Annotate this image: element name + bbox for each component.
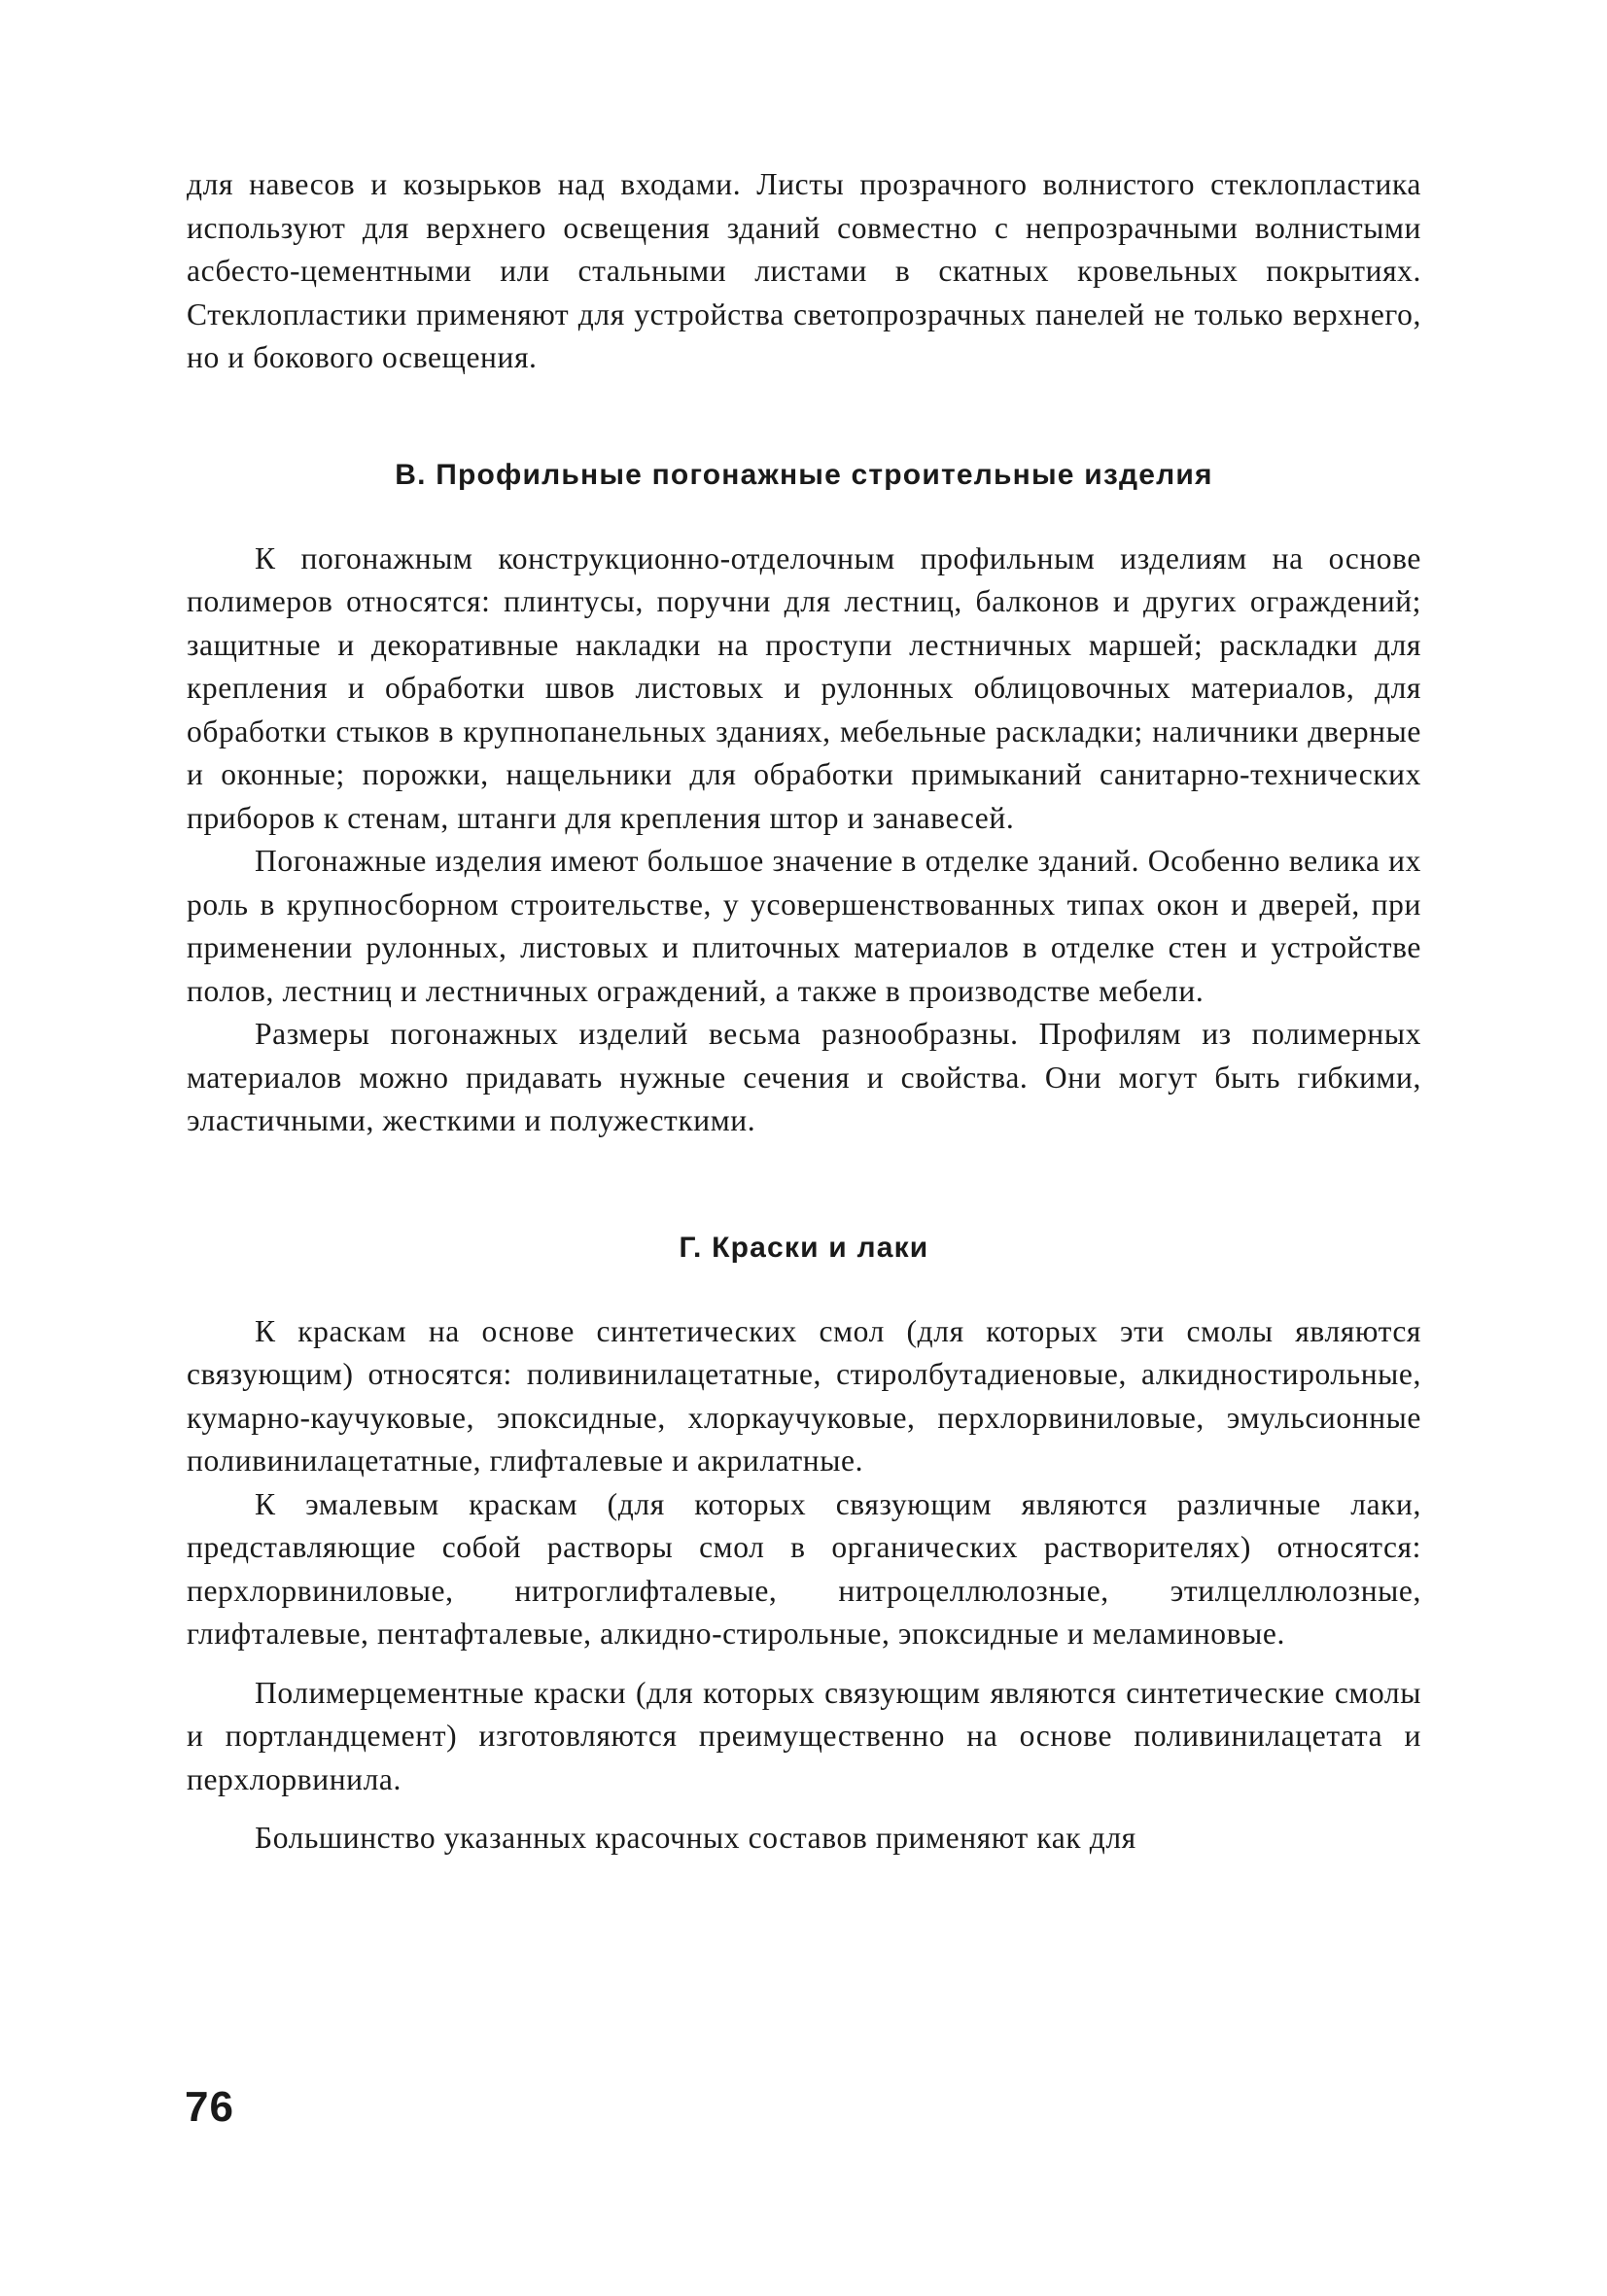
section-g-paragraph-2: К эмалевым краскам (для которых связующим являются различные лаки, представляющие собой растворы смол в органических растворителях) относятся: перхлорвиниловые, нитроглифталевые, нитроцеллюлозные, этилцеллюлозные, глифталевые, пентафталевые, алкидно-стирольные, эпоксидные и меламиновые. (187, 1486, 1421, 1651)
section-b-title: В. Профильные погонажные строительные изделия (395, 458, 1213, 491)
section-b-paragraph-3: Размеры погонажных изделий весьма разнообразны. Профилям из полимерных материалов можно придавать нужные сечения и свойства. Они могут быть гибкими, эластичными, жесткими и полужесткими. (187, 1017, 1421, 1137)
section-g-paragraph-1: К краскам на основе синтетических смол (для которых эти смолы являются связующим) относятся: поливинилацетатные, стиролбутадиеновые, алкидностирольные, кумарно-каучуковые, эпоксидные, хлоркаучуковые, перхлорвиниловые, эмульсионные поливинилацетатные, глифталевые и акрилатные. (187, 1313, 1421, 1478)
section-g-paragraph-4: Большинство указанных красочных составов применяют как для (255, 1821, 1136, 1855)
section-b-paragraph-1: К погонажным конструкционно-отделочным профильным изделиям на основе полимеров относятся: плинтусы, поручни для лестниц, балконов и других ограждений; защитные и декоративные накладки на проступи лестничных маршей; раскладки для крепления и обработки швов листовых и рулонных облицовочных материалов, для обработки стыков в крупнопанельных зданиях, мебельные раскладки; наличники дверные и оконные; порожки, нащельники для обработки примыканий санитарно-технических приборов к стенам, штанги для крепления штор и занавесей. (187, 540, 1421, 835)
page-body (187, 163, 1421, 1861)
section-b-paragraph-2: Погонажные изделия имеют большое значение в отделке зданий. Особенно велика их роль в крупносборном строительстве, у усовершенствованных типах окон и дверей, при применении рулонных, листовых и плиточных материалов в отделке стен и устройстве полов, лестниц и лестничных ограждений, а также в производстве мебели. (187, 844, 1421, 1008)
section-g-title: Г. Краски и лаки (679, 1231, 929, 1264)
page-number: 76 (185, 2083, 234, 2131)
section-g-paragraph-3: Полимерцементные краски (для которых связующим являются синтетические смолы и портландцемент) изготовляются преимущественно на основе поливинилацетата и перхлорвинила. (187, 1675, 1421, 1796)
intro-paragraph: для навесов и козырьков над входами. Листы прозрачного волнистого стеклопластика используют для верхнего освещения зданий совместно с непрозрачными волнистыми асбесто-цементными или стальными листами в скатных кровельных покрытиях. Стеклопластики применяют для устройства светопрозрачных панелей не только верхнего, но и бокового освещения. (187, 167, 1421, 374)
